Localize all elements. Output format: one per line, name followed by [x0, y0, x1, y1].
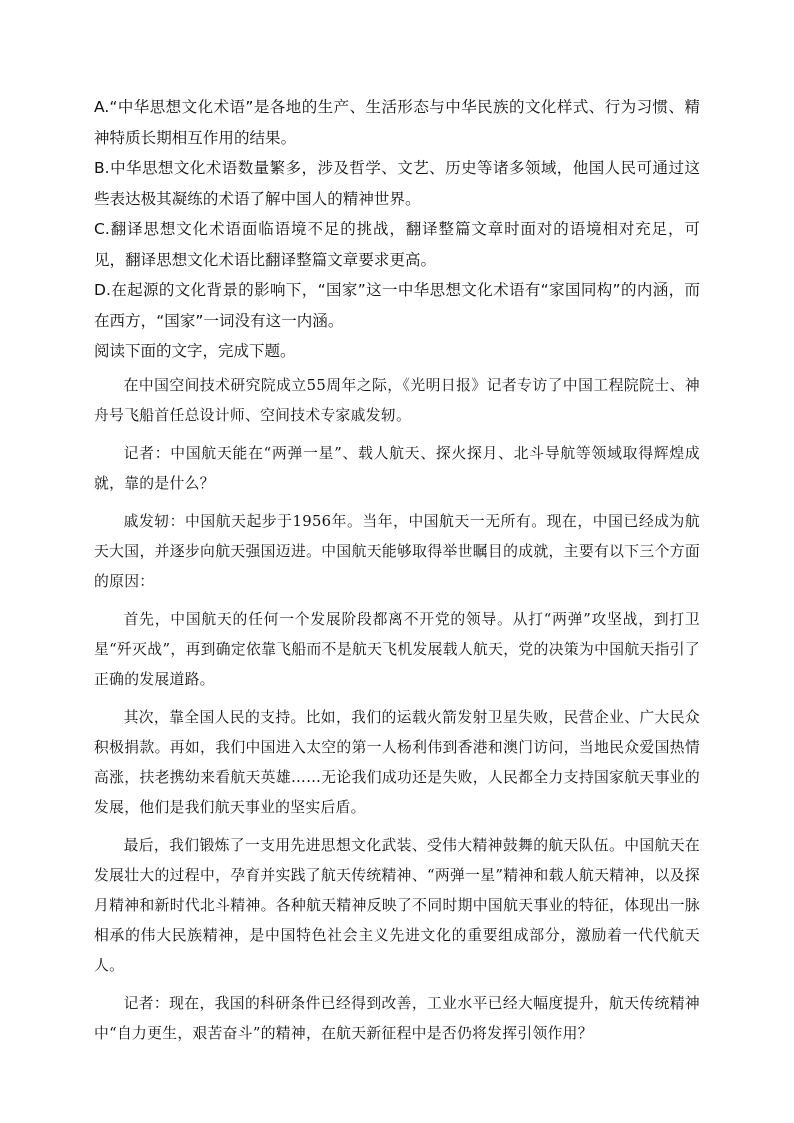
- article-paragraph: 戚发轫：中国航天起步于1956年。当年，中国航天一无所有。现在，中国已经成为航天大国，并逐步向航天强国迈进。中国航天能够取得举世瞩目的成就，主要有以下三个方面的原因：: [94, 512, 700, 590]
- answer-options: [94, 92, 700, 336]
- option-c: C.翻译思想文化术语面临语境不足的挑战，翻译整篇文章时面对的语境相对充足，可见，翻译思想文化术语比翻译整篇文章要求更高。: [94, 220, 700, 269]
- article-paragraph: 记者：中国航天能在“两弹一星”、载人航天、探火探月、北斗导航等领域取得辉煌成就，靠的是什么？: [94, 444, 700, 492]
- article-paragraph: 最后，我们锻炼了一支用先进思想文化武装、受伟大精神鼓舞的航天队伍。中国航天在发展壮大的过程中，孕育并实践了航天传统精神、“两弹一星”精神和载人航天精神，以及探月精神和新时代北斗精神。各种航天精神反映了不同时期中国航天事业的特征，体现出一脉相承的伟大民族精神，是中国特色社会主义先进文化的重要组成部分，激励着一代代航天人。: [94, 836, 700, 974]
- document-page: [94, 92, 700, 1057]
- reading-instruction: 阅读下面的文字，完成下题。: [94, 342, 296, 360]
- article-paragraph: 其次，靠全国人民的支持。比如，我们的运载火箭发射卫星失败，民营企业、广大民众积极捐款。再如，我们中国进入太空的第一人杨利伟到香港和澳门访问，当地民众爱国热情高涨，扶老携幼来看航天英雄……无论我们成功还是失败，人民都全力支持国家航天事业的发展，他们是我们航天事业的坚实后盾。: [94, 708, 700, 816]
- article-paragraph: 在中国空间技术研究院成立55周年之际，《光明日报》记者专访了中国工程院院士、神舟号飞船首任总设计师、空间技术专家戚发轫。: [94, 376, 700, 424]
- option-b: B.中华思想文化术语数量繁多，涉及哲学、文艺、历史等诸多领域，他国人民可通过这些表达极其凝练的术语了解中国人的精神世界。: [94, 159, 700, 208]
- interview-article: [94, 371, 700, 1049]
- option-d: D.在起源的文化背景的影响下，“国家”这一中华思想文化术语有“家国同构”的内涵，而在西方，“国家”一词没有这一内涵。: [94, 281, 700, 330]
- article-paragraph: 记者：现在，我国的科研条件已经得到改善，工业水平已经大幅度提升，航天传统精神中“自力更生，艰苦奋斗”的精神，在航天新征程中是否仍将发挥引领作用？: [94, 994, 700, 1042]
- article-paragraph: 首先，中国航天的任何一个发展阶段都离不开党的领导。从打“两弹”攻坚战，到打卫星“歼灭战”，再到确定依靠飞船而不是航天飞机发展载人航天，党的决策为中国航天指引了正确的发展道路。: [94, 610, 700, 688]
- option-a: A.“中华思想文化术语”是各地的生产、生活形态与中华民族的文化样式、行为习惯、精神特质长期相互作用的结果。: [94, 98, 700, 147]
